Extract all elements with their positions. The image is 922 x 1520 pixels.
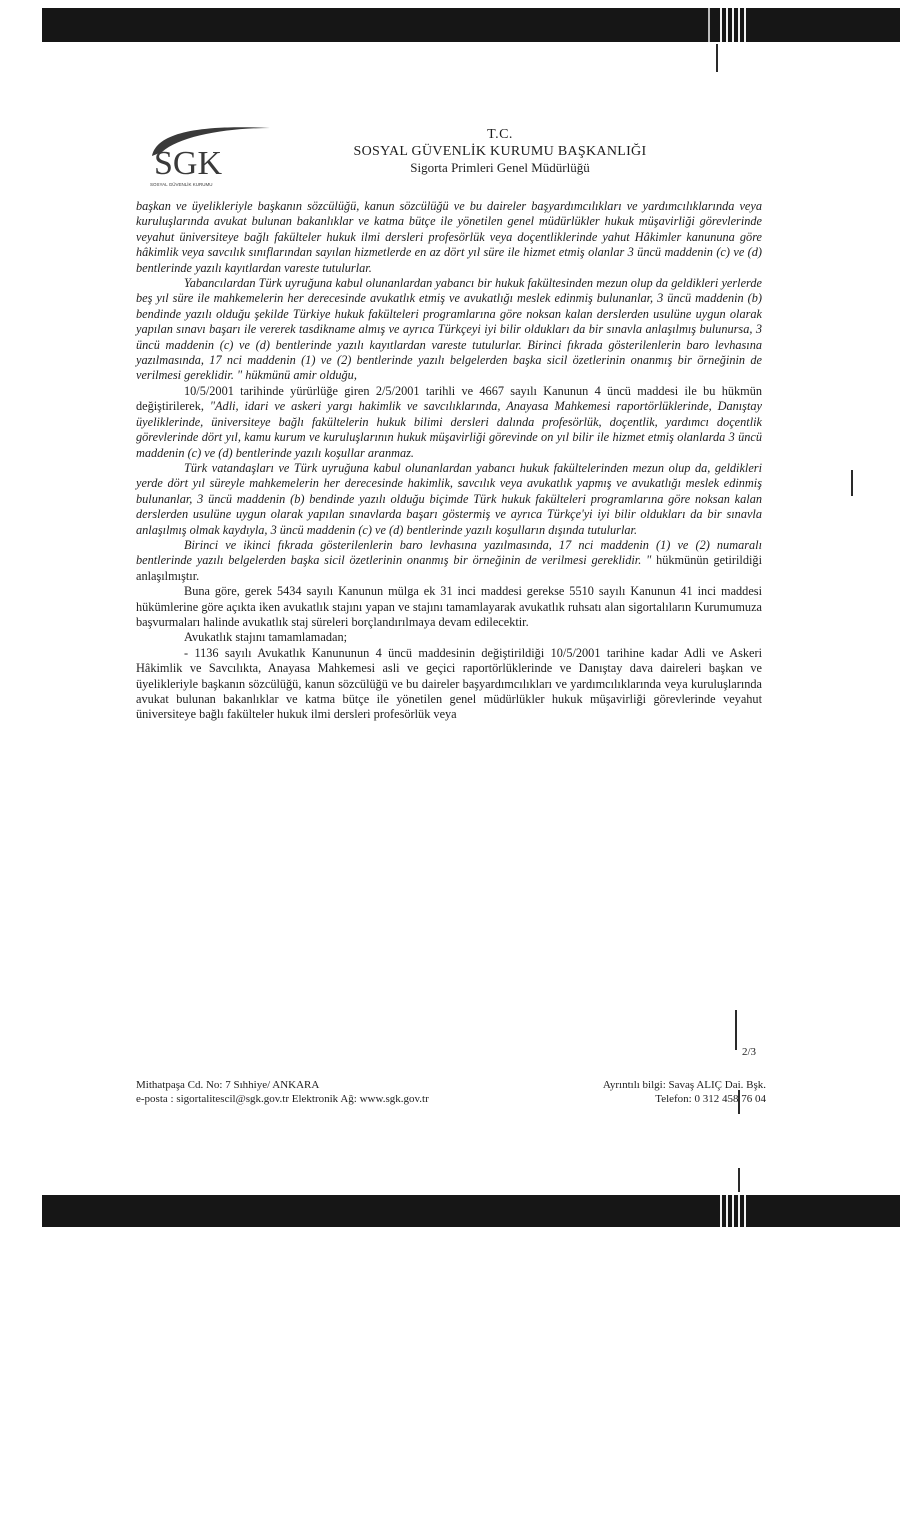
paragraph: - 1136 sayılı Avukatlık Kanununun 4 üncü maddesinin değiştirildiği 10/5/2001 tarihine kadar Adli ve Askeri Hâkimlik ve Savcılıkta, Anayasa Mahkemesi asli ve geçici raportörlüklerinde ve Danıştay dava daireleri başkan ve üyelikleriyle başkanın sözcülüğü, kanun sözcülüğü ve bu daireler başyardımcılıkları ve yardımcılıklarında veya kuruluşlarında avukat bulunan bakanlıklar ve katma bütçe ile yönetilen genel müdürlükler hukuk müşavirliği görevlerinde veyahut üniversiteye bağlı fakülteler hukuk ilmi dersleri profesörlük veya — [136, 645, 762, 722]
paragraph: Avukatlık stajını tamamlamadan; — [184, 630, 348, 645]
header-institution: SOSYAL GÜVENLİK KURUMU BAŞKANLIĞI — [353, 144, 647, 159]
footer-phone: Telefon: 0 312 458 76 04 — [655, 1093, 766, 1105]
paragraph: Yabancılardan Türk uyruğuna kabul olunanlardan yabancı bir hukuk fakültesinden mezun olup da geldikleri yerlerde beş yıl süre ile mahkemelerin her derecesinde avukatlık etmiş ve avukatlığı meslek edinmiş bulunanlar, 3 üncü maddenin (b) bendinde yazılı olduğu şekilde Türkiye hukuk fakülteleri programlarına göre noksan kalan derslerden usulüne uygun olarak yapılan sınavı başarı ile vererek tasdikname almış ve ayrıca Türkçeyi iyi bilir oldukları da bir sınavla anlaşılmış bulunursa, 3 üncü maddenin (c) ve (d) bentlerinde yazılı kayıtlardan vareste tutulurlar. Birinci fıkrada gösterilenlerin baro levhasına yazılmasında, 17 nci maddenin (1) ve (2) bentlerinde yazılı belgelerden başka sicil özetlerinin onanmış bir örneğinin de verilmesi gereklidir. " hükmünü amir olduğu, — [136, 276, 762, 383]
page-number: 2/3 — [742, 1046, 757, 1058]
scan-artifact — [716, 44, 718, 72]
paragraph — [136, 538, 762, 584]
logo-text: SGK — [154, 145, 223, 182]
footer-address: Mithatpaşa Cd. No: 7 Sıhhiye/ ANKARA — [136, 1079, 320, 1091]
scan-gap-mark — [708, 8, 710, 42]
scan-artifact — [738, 1168, 740, 1192]
header-department: Sigorta Primleri Genel Müdürlüğü — [410, 160, 590, 175]
header-line-tc: T.C. — [487, 127, 513, 142]
paragraph: başkan ve üyelikleriyle başkanın sözcülüğü, kanun sözcülüğü ve bu daireler başyardımcılıkları ve yardımcılıklarında veya kuruluşlarında avukat bulunan bakanlıklar ve katma bütçe ile yönetilen genel müdürlükler hukuk müşavirliği görevlerinde veyahut üniversiteye bağlı fakülteler hukuk ilmi dersleri profesörlük veya doçentliklerinde yahut Hâkimler kanununa göre hâkimlik veya savcılık sınıflarından sayılan hizmetlerde en az dört yıl süre ile hizmet etmiş olanlar 3 üncü maddenin (c) ve (d) bentlerinde yazılı kayıtlardan vareste tutulurlar. — [136, 199, 762, 275]
footer-email: e-posta : sigortalitescil@sgk.gov.tr Elektronik Ağ: www.sgk.gov.tr — [136, 1093, 429, 1105]
scan-barcode-marks — [720, 8, 750, 42]
paragraph: Buna göre, gerek 5434 sayılı Kanunun mülga ek 31 inci maddesi gerekse 5510 sayılı Kanunun 41 inci maddesi hükümlerine göre açıkta iken avukatlık stajını yapan ve stajını tamamlayarak avukatlık ruhsatı alan sigortalıların Kurumumuza başvurmaları halinde avukatlık staj süreleri borçlandırılmaya devam edilecektir. — [136, 584, 762, 629]
footer-contact: Ayrıntılı bilgi: Savaş ALIÇ Dai. Bşk. — [602, 1079, 766, 1091]
paragraph: Türk vatandaşları ve Türk uyruğuna kabul olunanlardan yabancı hukuk fakültelerinden mezun olup da, geldikleri yerde dört yıl süreyle mahkemelerin her derecesinde hakimlik, savcılık veya avukatlık yapmış ve avukatlığı meslek edinmiş bulunanlar, 3 üncü maddenin (b) bendinde yazılı olduğu biçimde Türk hukuk fakülteleri programlarına göre noksan kalan derslerden usulüne uygun olarak yapılan sınavlarda başarı göstermiş ve ayrıca Türkçe'yi iyi bilir oldukları da bir sınavla anlaşılmış olmak kaydıyla, 3 üncü maddenin (c) ve (d) bentlerinde yazılı koşulların dışında tutulurlar. — [136, 460, 762, 537]
scan-barcode-marks — [720, 1195, 750, 1227]
scan-bottom-border — [42, 1195, 900, 1227]
scan-artifact — [735, 1010, 737, 1050]
letterhead — [300, 126, 700, 176]
quoted-text: "Adli, idari ve askeri yargı hakimlik ve savcılıklarında, Anayasa Mahkemesi raportörlüklerinde, Danıştay üyeliklerinde, üniversiteye bağlı fakültelerin hukuk bilimi dersleri dalında profesörlük, doçentlik, yardımcı doçentlik görevlerinde dört yıl, kamu kurum ve kuruluşlarının hukuk müşavirliği görevinde on yıl bilir ile hizmet etmiş olanlarda 3 üncü maddenin (c) ve (d) bentlerinde yazılı koşullar aranmaz. — [136, 399, 762, 460]
footer-row — [136, 1092, 766, 1106]
letter-body — [136, 199, 762, 723]
sgk-logo-icon — [140, 122, 280, 190]
quoted-text: Birinci ve ikinci fıkrada gösterilenlerin baro levhasına yazılmasında, 17 nci maddenin (1) ve (2) numaralı bentlerinde yazılı belgelerden başka sicil özetlerinin onanmış bir örneğinin de verilmesi gereklidir. " — [136, 537, 762, 568]
footer — [136, 1078, 766, 1106]
scan-top-border — [42, 8, 900, 42]
scan-artifact — [851, 470, 853, 496]
logo-subtitle: SOSYAL GÜVENLİK KURUMU — [150, 182, 213, 187]
paragraph-text: 10/5/2001 tarihinde yürürlüğe giren 2/5/2001 tarihli ve 4667 sayılı Kanunun 4 üncü maddesi ile bu hükmün değiştirilerek, — [136, 383, 762, 414]
paragraph-text: hükmünün getirildiği anlaşılmıştır. — [136, 553, 762, 583]
footer-row — [136, 1078, 766, 1092]
paragraph — [136, 384, 762, 461]
